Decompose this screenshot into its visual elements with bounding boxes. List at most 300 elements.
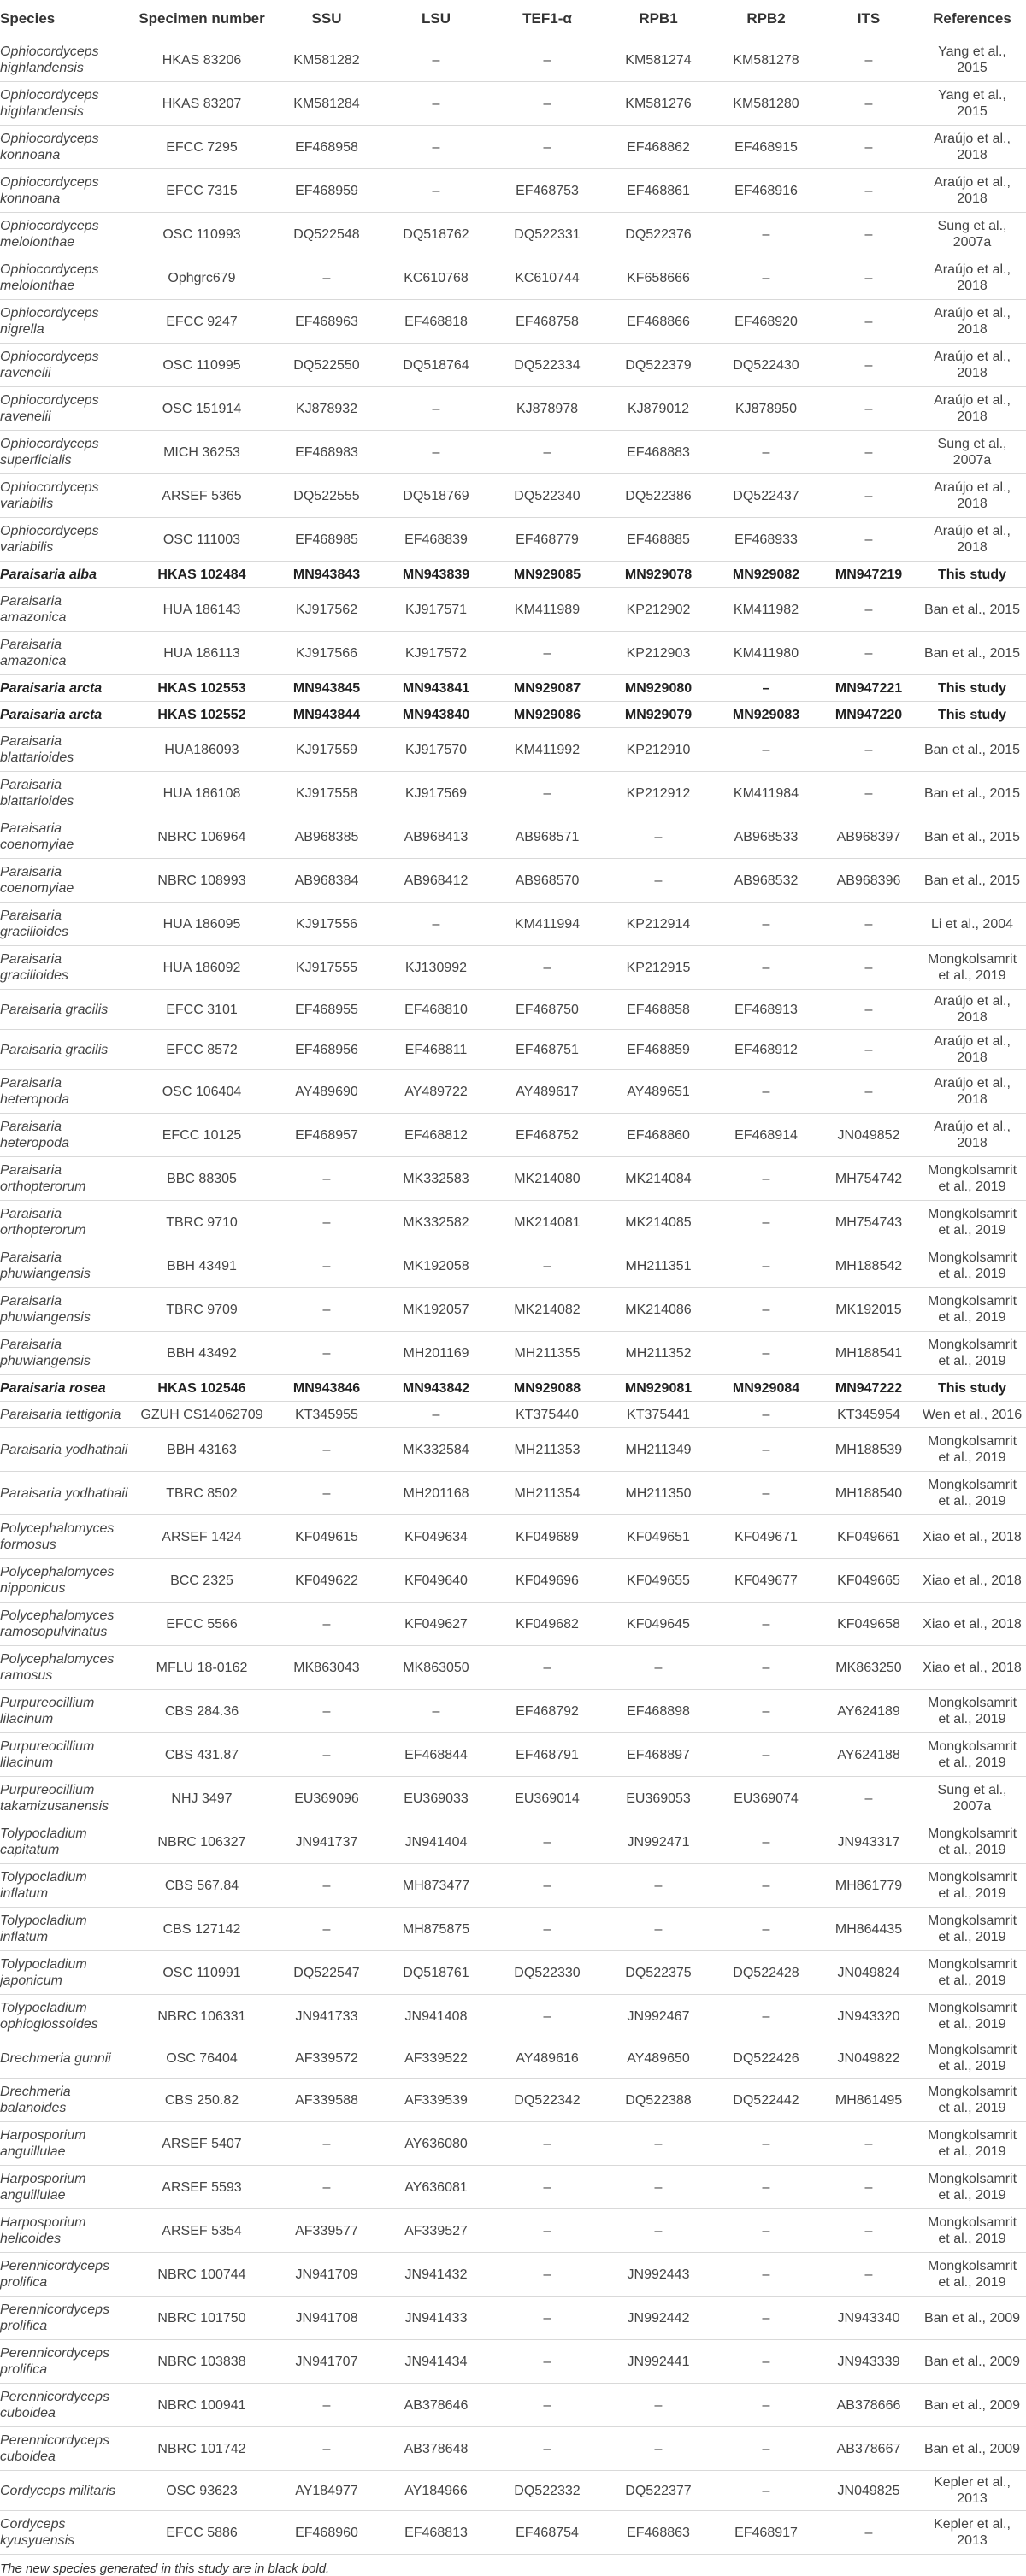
table-row [0, 1733, 1026, 1777]
rpb2-cell: KM411984 [713, 772, 819, 815]
rpb2-cell: DQ522430 [713, 344, 819, 387]
reference-cell: Ban et al., 2015 [918, 815, 1026, 859]
reference-cell: Mongkolsamrit et al., 2019 [918, 1472, 1026, 1515]
reference-cell: Li et al., 2004 [918, 903, 1026, 946]
its-cell: MH754743 [819, 1201, 918, 1244]
species-cell: Paraisaria tettigonia [0, 1402, 132, 1428]
table-row [0, 1070, 1026, 1114]
header-rpb1: RPB1 [604, 0, 713, 38]
species-cell: Perennicordyceps prolifica [0, 2340, 132, 2384]
reference-cell: Mongkolsamrit et al., 2019 [918, 2253, 1026, 2297]
reference-cell: Mongkolsamrit et al., 2019 [918, 1201, 1026, 1244]
specimen-number-cell: HUA 186095 [132, 903, 272, 946]
ssu-cell: – [272, 1908, 381, 1951]
reference-cell: Yang et al., 2015 [918, 82, 1026, 126]
ssu-cell: JN941709 [272, 2253, 381, 2297]
rpb2-cell: – [713, 1402, 819, 1428]
tef1-alpha-cell: MN929088 [491, 1375, 604, 1402]
reference-cell: Ban et al., 2015 [918, 632, 1026, 675]
its-cell: – [819, 772, 918, 815]
species-cell: Tolypocladium japonicum [0, 1951, 132, 1995]
table-row [0, 38, 1026, 82]
table-row [0, 387, 1026, 431]
its-cell: JN049824 [819, 1951, 918, 1995]
rpb1-cell: MH211351 [604, 1244, 713, 1288]
tef1-alpha-cell: KM411989 [491, 588, 604, 632]
lsu-cell: EF468813 [381, 2511, 491, 2555]
ssu-cell: DQ522555 [272, 474, 381, 518]
its-cell: JN049852 [819, 1114, 918, 1157]
specimen-number-cell: BBC 88305 [132, 1157, 272, 1201]
ssu-cell: MK863043 [272, 1646, 381, 1690]
species-cell: Harposporium anguillulae [0, 2166, 132, 2209]
specimen-number-cell: TBRC 9710 [132, 1201, 272, 1244]
reference-cell: Mongkolsamrit et al., 2019 [918, 1244, 1026, 1288]
lsu-cell: – [381, 38, 491, 82]
lsu-cell: AY489722 [381, 1070, 491, 1114]
species-cell: Paraisaria yodhathaii [0, 1428, 132, 1472]
specimen-number-cell: CBS 431.87 [132, 1733, 272, 1777]
specimen-number-cell: ARSEF 5365 [132, 474, 272, 518]
rpb1-cell: KF049655 [604, 1559, 713, 1603]
table-row [0, 1777, 1026, 1820]
rpb2-cell: – [713, 675, 819, 702]
ssu-cell: – [272, 1157, 381, 1201]
lsu-cell: KC610768 [381, 256, 491, 300]
reference-cell: Sung et al., 2007a [918, 431, 1026, 474]
specimen-number-cell: NBRC 101750 [132, 2297, 272, 2340]
its-cell: MN947220 [819, 702, 918, 728]
its-cell: – [819, 518, 918, 562]
rpb1-cell: EF468862 [604, 126, 713, 169]
ssu-cell: MN943846 [272, 1375, 381, 1402]
table-row [0, 2122, 1026, 2166]
rpb2-cell: – [713, 1472, 819, 1515]
tef1-alpha-cell: EF468779 [491, 518, 604, 562]
table-row [0, 1157, 1026, 1201]
table-row [0, 1332, 1026, 1375]
rpb1-cell: MN929078 [604, 562, 713, 588]
rpb1-cell: JN992471 [604, 1820, 713, 1864]
specimen-number-cell: OSC 93623 [132, 2471, 272, 2511]
lsu-cell: JN941404 [381, 1820, 491, 1864]
tef1-alpha-cell: KM411994 [491, 903, 604, 946]
its-cell: JN049822 [819, 2038, 918, 2079]
rpb2-cell: DQ522437 [713, 474, 819, 518]
rpb1-cell: EF468863 [604, 2511, 713, 2555]
reference-cell: This study [918, 675, 1026, 702]
lsu-cell: – [381, 1690, 491, 1733]
table-row [0, 431, 1026, 474]
table-row [0, 1472, 1026, 1515]
its-cell: – [819, 1030, 918, 1070]
table-row [0, 772, 1026, 815]
species-cell: Paraisaria rosea [0, 1375, 132, 1402]
its-cell: MN947221 [819, 675, 918, 702]
specimen-number-cell: Ophgrc679 [132, 256, 272, 300]
rpb1-cell: JN992442 [604, 2297, 713, 2340]
table-row [0, 1951, 1026, 1995]
species-cell: Ophiocordyceps konnoana [0, 126, 132, 169]
lsu-cell: EU369033 [381, 1777, 491, 1820]
species-cell: Paraisaria coenomyiae [0, 815, 132, 859]
specimen-number-cell: EFCC 8572 [132, 1030, 272, 1070]
rpb1-cell: MK214084 [604, 1157, 713, 1201]
its-cell: – [819, 2209, 918, 2253]
rpb1-cell: KT375441 [604, 1402, 713, 1428]
ssu-cell: MN943844 [272, 702, 381, 728]
rpb1-cell: KP212914 [604, 903, 713, 946]
reference-cell: Araújo et al., 2018 [918, 387, 1026, 431]
tef1-alpha-cell: AY489617 [491, 1070, 604, 1114]
species-cell: Paraisaria alba [0, 562, 132, 588]
lsu-cell: MN943840 [381, 702, 491, 728]
its-cell: JN943339 [819, 2340, 918, 2384]
tef1-alpha-cell: EF468753 [491, 169, 604, 213]
specimen-number-cell: EFCC 5566 [132, 1603, 272, 1646]
lsu-cell: MN943839 [381, 562, 491, 588]
reference-cell: Kepler et al., 2013 [918, 2471, 1026, 2511]
rpb2-cell: – [713, 1201, 819, 1244]
species-cell: Purpureocillium takamizusanensis [0, 1777, 132, 1820]
lsu-cell: DQ518769 [381, 474, 491, 518]
header-tef1-alpha: TEF1-α [491, 0, 604, 38]
ssu-cell: – [272, 1864, 381, 1908]
table-row [0, 946, 1026, 990]
ssu-cell: DQ522547 [272, 1951, 381, 1995]
ssu-cell: KJ917562 [272, 588, 381, 632]
specimen-number-cell: NHJ 3497 [132, 1777, 272, 1820]
species-cell: Ophiocordyceps melolonthae [0, 256, 132, 300]
reference-cell: Mongkolsamrit et al., 2019 [918, 1428, 1026, 1472]
rpb2-cell: – [713, 2340, 819, 2384]
specimen-number-cell: TBRC 9709 [132, 1288, 272, 1332]
tef1-alpha-cell: KF049682 [491, 1603, 604, 1646]
lsu-cell: AY184966 [381, 2471, 491, 2511]
ssu-cell: JN941733 [272, 1995, 381, 2038]
specimen-number-cell: NBRC 106327 [132, 1820, 272, 1864]
its-cell: – [819, 1777, 918, 1820]
table-row [0, 213, 1026, 256]
table-row [0, 300, 1026, 344]
rpb2-cell: KM411980 [713, 632, 819, 675]
species-cell: Ophiocordyceps variabilis [0, 474, 132, 518]
species-cell: Perennicordyceps prolifica [0, 2253, 132, 2297]
rpb2-cell: – [713, 1690, 819, 1733]
tef1-alpha-cell: – [491, 2209, 604, 2253]
species-cell: Polycephalomyces ramosopulvinatus [0, 1603, 132, 1646]
its-cell: MK192015 [819, 1288, 918, 1332]
tef1-alpha-cell: MH211353 [491, 1428, 604, 1472]
ssu-cell: KJ917555 [272, 946, 381, 990]
table-row [0, 859, 1026, 903]
rpb1-cell: KF049645 [604, 1603, 713, 1646]
its-cell: AY624189 [819, 1690, 918, 1733]
ssu-cell: EF468963 [272, 300, 381, 344]
rpb2-cell: – [713, 1157, 819, 1201]
reference-cell: Mongkolsamrit et al., 2019 [918, 1951, 1026, 1995]
ssu-cell: AF339572 [272, 2038, 381, 2079]
lsu-cell: EF468839 [381, 518, 491, 562]
tef1-alpha-cell: – [491, 2297, 604, 2340]
rpb2-cell: KJ878950 [713, 387, 819, 431]
table-body [0, 38, 1026, 2555]
species-cell: Polycephalomyces formosus [0, 1515, 132, 1559]
table-row [0, 1402, 1026, 1428]
lsu-cell: AY636080 [381, 2122, 491, 2166]
rpb2-cell: DQ522426 [713, 2038, 819, 2079]
reference-cell: Xiao et al., 2018 [918, 1515, 1026, 1559]
species-cell: Paraisaria arcta [0, 702, 132, 728]
table-row [0, 344, 1026, 387]
species-cell: Ophiocordyceps nigrella [0, 300, 132, 344]
ssu-cell: – [272, 1603, 381, 1646]
ssu-cell: – [272, 1472, 381, 1515]
table-row [0, 728, 1026, 772]
its-cell: – [819, 1070, 918, 1114]
species-cell: Paraisaria amazonica [0, 632, 132, 675]
ssu-cell: KM581284 [272, 82, 381, 126]
tef1-alpha-cell: – [491, 2427, 604, 2471]
ssu-cell: – [272, 2427, 381, 2471]
reference-cell: Xiao et al., 2018 [918, 1603, 1026, 1646]
rpb1-cell: EF468858 [604, 990, 713, 1030]
species-cell: Cordyceps militaris [0, 2471, 132, 2511]
ssu-cell: KJ917559 [272, 728, 381, 772]
specimen-number-cell: NBRC 101742 [132, 2427, 272, 2471]
rpb2-cell: – [713, 256, 819, 300]
its-cell: MN947222 [819, 1375, 918, 1402]
specimen-number-cell: HUA 186092 [132, 946, 272, 990]
lsu-cell: – [381, 903, 491, 946]
table-row [0, 1864, 1026, 1908]
table-row [0, 1030, 1026, 1070]
rpb1-cell: – [604, 2166, 713, 2209]
tef1-alpha-cell: – [491, 1864, 604, 1908]
reference-cell: Araújo et al., 2018 [918, 990, 1026, 1030]
specimen-number-cell: NBRC 108993 [132, 859, 272, 903]
reference-cell: Ban et al., 2015 [918, 588, 1026, 632]
table-row [0, 2038, 1026, 2079]
rpb1-cell: DQ522376 [604, 213, 713, 256]
tef1-alpha-cell: – [491, 1244, 604, 1288]
specimen-number-cell: CBS 127142 [132, 1908, 272, 1951]
tef1-alpha-cell: MK214081 [491, 1201, 604, 1244]
table-row [0, 2079, 1026, 2122]
tef1-alpha-cell: EF468750 [491, 990, 604, 1030]
tef1-alpha-cell: EF468758 [491, 300, 604, 344]
its-cell: AB378667 [819, 2427, 918, 2471]
rpb1-cell: EF468885 [604, 518, 713, 562]
lsu-cell: – [381, 169, 491, 213]
lsu-cell: MN943842 [381, 1375, 491, 1402]
tef1-alpha-cell: EU369014 [491, 1777, 604, 1820]
rpb2-cell: EF468933 [713, 518, 819, 562]
rpb2-cell: – [713, 2209, 819, 2253]
tef1-alpha-cell: – [491, 946, 604, 990]
specimen-number-cell: CBS 567.84 [132, 1864, 272, 1908]
rpb1-cell: – [604, 2209, 713, 2253]
rpb1-cell: AY489650 [604, 2038, 713, 2079]
rpb2-cell: – [713, 1995, 819, 2038]
species-cell: Paraisaria phuwiangensis [0, 1288, 132, 1332]
lsu-cell: KJ917570 [381, 728, 491, 772]
rpb1-cell: DQ522375 [604, 1951, 713, 1995]
tef1-alpha-cell: – [491, 1995, 604, 2038]
ssu-cell: AF339588 [272, 2079, 381, 2122]
lsu-cell: MK332582 [381, 1201, 491, 1244]
rpb2-cell: DQ522428 [713, 1951, 819, 1995]
species-cell: Paraisaria amazonica [0, 588, 132, 632]
species-cell: Tolypocladium inflatum [0, 1908, 132, 1951]
its-cell: – [819, 990, 918, 1030]
its-cell: – [819, 387, 918, 431]
rpb1-cell: JN992467 [604, 1995, 713, 2038]
table-row [0, 2209, 1026, 2253]
ssu-cell: – [272, 1428, 381, 1472]
tef1-alpha-cell: – [491, 126, 604, 169]
table-row [0, 256, 1026, 300]
its-cell: MH861779 [819, 1864, 918, 1908]
species-cell: Perennicordyceps prolifica [0, 2297, 132, 2340]
reference-cell: Mongkolsamrit et al., 2019 [918, 2038, 1026, 2079]
ssu-cell: KM581282 [272, 38, 381, 82]
lsu-cell: EF468811 [381, 1030, 491, 1070]
its-cell: – [819, 256, 918, 300]
rpb1-cell: MN929079 [604, 702, 713, 728]
species-cell: Drechmeria balanoides [0, 2079, 132, 2122]
its-cell: MN947219 [819, 562, 918, 588]
specimen-number-cell: OSC 111003 [132, 518, 272, 562]
ssu-cell: – [272, 1244, 381, 1288]
rpb2-cell: – [713, 1603, 819, 1646]
lsu-cell: – [381, 82, 491, 126]
table-row [0, 126, 1026, 169]
ssu-cell: JN941737 [272, 1820, 381, 1864]
reference-cell: Araújo et al., 2018 [918, 518, 1026, 562]
specimen-number-cell: HUA186093 [132, 728, 272, 772]
lsu-cell: DQ518762 [381, 213, 491, 256]
ssu-cell: EF468959 [272, 169, 381, 213]
rpb2-cell: EF468915 [713, 126, 819, 169]
ssu-cell: KJ917556 [272, 903, 381, 946]
specimen-number-cell: CBS 250.82 [132, 2079, 272, 2122]
rpb1-cell: – [604, 2122, 713, 2166]
specimen-number-cell: HUA 186113 [132, 632, 272, 675]
lsu-cell: KJ917569 [381, 772, 491, 815]
rpb1-cell: – [604, 1646, 713, 1690]
rpb1-cell: MK214086 [604, 1288, 713, 1332]
species-cell: Ophiocordyceps ravenelii [0, 344, 132, 387]
table-row [0, 702, 1026, 728]
its-cell: MH188542 [819, 1244, 918, 1288]
species-cell: Paraisaria yodhathaii [0, 1472, 132, 1515]
ssu-cell: AB968384 [272, 859, 381, 903]
lsu-cell: MH201168 [381, 1472, 491, 1515]
table-row [0, 1820, 1026, 1864]
table-row [0, 2384, 1026, 2427]
reference-cell: Araújo et al., 2018 [918, 300, 1026, 344]
reference-cell: Mongkolsamrit et al., 2019 [918, 1820, 1026, 1864]
table-row [0, 2471, 1026, 2511]
lsu-cell: AB378646 [381, 2384, 491, 2427]
specimen-number-cell: EFCC 5886 [132, 2511, 272, 2555]
specimen-number-cell: BBH 43492 [132, 1332, 272, 1375]
table-row [0, 1375, 1026, 1402]
rpb1-cell: MK214085 [604, 1201, 713, 1244]
rpb2-cell: EF468914 [713, 1114, 819, 1157]
rpb1-cell: KP212902 [604, 588, 713, 632]
specimen-number-cell: BBH 43491 [132, 1244, 272, 1288]
tef1-alpha-cell: – [491, 2340, 604, 2384]
rpb1-cell: EF468898 [604, 1690, 713, 1733]
reference-cell: Ban et al., 2015 [918, 728, 1026, 772]
header-its: ITS [819, 0, 918, 38]
reference-cell: Kepler et al., 2013 [918, 2511, 1026, 2555]
lsu-cell: KF049634 [381, 1515, 491, 1559]
rpb1-cell: MN929080 [604, 675, 713, 702]
reference-cell: Araújo et al., 2018 [918, 169, 1026, 213]
table-row [0, 1515, 1026, 1559]
ssu-cell: KF049622 [272, 1559, 381, 1603]
tef1-alpha-cell: KF049696 [491, 1559, 604, 1603]
specimen-number-cell: ARSEF 5593 [132, 2166, 272, 2209]
rpb2-cell: – [713, 903, 819, 946]
specimen-number-cell: MICH 36253 [132, 431, 272, 474]
ssu-cell: KF049615 [272, 1515, 381, 1559]
reference-cell: Ban et al., 2009 [918, 2384, 1026, 2427]
specimen-number-cell: HUA 186143 [132, 588, 272, 632]
its-cell: – [819, 728, 918, 772]
table-row [0, 2427, 1026, 2471]
its-cell: JN943320 [819, 1995, 918, 2038]
species-cell: Ophiocordyceps highlandensis [0, 82, 132, 126]
rpb2-cell: – [713, 2427, 819, 2471]
ssu-cell: AY184977 [272, 2471, 381, 2511]
ssu-cell: MN943845 [272, 675, 381, 702]
tef1-alpha-cell: DQ522332 [491, 2471, 604, 2511]
species-cell: Paraisaria blattarioides [0, 772, 132, 815]
reference-cell: Araújo et al., 2018 [918, 126, 1026, 169]
its-cell: JN049825 [819, 2471, 918, 2511]
lsu-cell: MK332584 [381, 1428, 491, 1472]
ssu-cell: EF468985 [272, 518, 381, 562]
species-cell: Ophiocordyceps konnoana [0, 169, 132, 213]
lsu-cell: DQ518764 [381, 344, 491, 387]
species-cell: Tolypocladium ophioglossoides [0, 1995, 132, 2038]
tef1-alpha-cell: – [491, 38, 604, 82]
its-cell: MH864435 [819, 1908, 918, 1951]
rpb1-cell: DQ522386 [604, 474, 713, 518]
lsu-cell: KJ130992 [381, 946, 491, 990]
species-cell: Paraisaria gracilis [0, 1030, 132, 1070]
lsu-cell: EF468844 [381, 1733, 491, 1777]
rpb1-cell: MH211350 [604, 1472, 713, 1515]
rpb1-cell: – [604, 1908, 713, 1951]
table-row [0, 1288, 1026, 1332]
ssu-cell: – [272, 256, 381, 300]
lsu-cell: MH201169 [381, 1332, 491, 1375]
its-cell: KT345954 [819, 1402, 918, 1428]
its-cell: KF049658 [819, 1603, 918, 1646]
tef1-alpha-cell: MK214082 [491, 1288, 604, 1332]
table-row [0, 1646, 1026, 1690]
table-row [0, 2253, 1026, 2297]
rpb2-cell: EF468916 [713, 169, 819, 213]
specimen-number-cell: OSC 110991 [132, 1951, 272, 1995]
rpb1-cell: KF658666 [604, 256, 713, 300]
rpb1-cell: DQ522377 [604, 2471, 713, 2511]
